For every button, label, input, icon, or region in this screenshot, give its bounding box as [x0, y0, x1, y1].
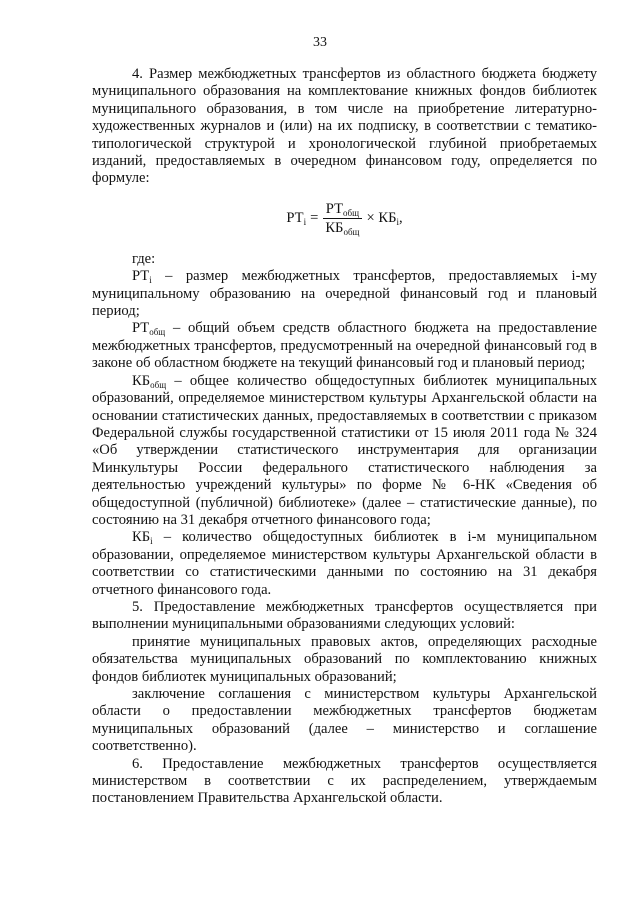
paragraph-5: 5. Предоставление межбюджетных трансфертов осуществляется при выполнении муниципальными образованиями следующих условий: [92, 598, 597, 633]
document-body [92, 66, 597, 808]
page-number: 33 [313, 35, 327, 50]
definition-kb-i: $КБ_i$ – количество общедоступных библиотек в i-м муниципальном образовании, определяемое министерством культуры Архангельской области в соответствии со статистическими данными по состоянию на 31 декабря отчетного финансового года. [92, 529, 597, 598]
formula-lhs: $РТ_i$ [286, 209, 307, 227]
paragraph-4: 4. Размер межбюджетных трансфертов из областного бюджета бюджету муниципального образования на комплектование книжных фондов библиотек муниципального образования, в том числе на приобретение литературно-художественных журналов и (или) на их подписку, в соответствии с тематико-типологической структурой и хронологической глубиной приобретаемых изданий, предоставляемых в очередном финансовом году, определяется по формуле: [92, 66, 597, 187]
where-label: где: [132, 250, 156, 267]
formula [92, 200, 597, 237]
definition-kb-total: $КБ_{общ}$ – общее количество общедоступных библиотек муниципальных образований, определяемое министерством культуры Архангельской области на основании статистических данных, предоставляемых в соответствии с приказом Федеральной службы государственной статистики от 15 июля 2011 года № 324 «Об утверждении статистического инструментария для организации Минкультуры России федерального статистического наблюдения за деятельностью учреждений культуры» по форме № 6-НК «Сведения об общедоступной (публичной) библиотеке» (далее – статистические данные), по состоянию на 31 декабря отчетного финансового года; [92, 372, 597, 528]
formula-numerator: $РТ_{общ}$ [323, 200, 362, 219]
condition-2: заключение соглашения с министерством культуры Архангельской области о предоставлении межбюджетных трансфертов бюджетам муниципальных образований (далее – министерство и соглашение соответственно). [92, 686, 597, 755]
formula-denominator: $КБ_{общ}$ [325, 219, 360, 237]
formula-multiplier: × $КБ_i$, [366, 209, 403, 227]
formula-equals: = [310, 209, 319, 226]
definition-rt-i: $РТ_i$ – размер межбюджетных трансфертов, предоставляемых i-му муниципальному образованию на очередной финансовый год и плановый период; [92, 268, 597, 320]
paragraph-6: 6. Предоставление межбюджетных трансфертов осуществляется министерством в соответствии с их распределением, утверждаемым постановлением Правительства Архангельской области. [92, 755, 597, 807]
formula-fraction [322, 200, 362, 237]
definition-rt-total: $РТ_{общ}$ – общий объем средств областного бюджета на предоставление межбюджетных трансфертов, предусмотренный на очередной финансовый год в законе об областном бюджете на текущий финансовый год и плановый период; [92, 320, 597, 372]
condition-1: принятие муниципальных правовых актов, определяющих расходные обязательства муниципальных образований по комплектованию книжных фондов библиотек муниципальных образований; [92, 633, 597, 685]
